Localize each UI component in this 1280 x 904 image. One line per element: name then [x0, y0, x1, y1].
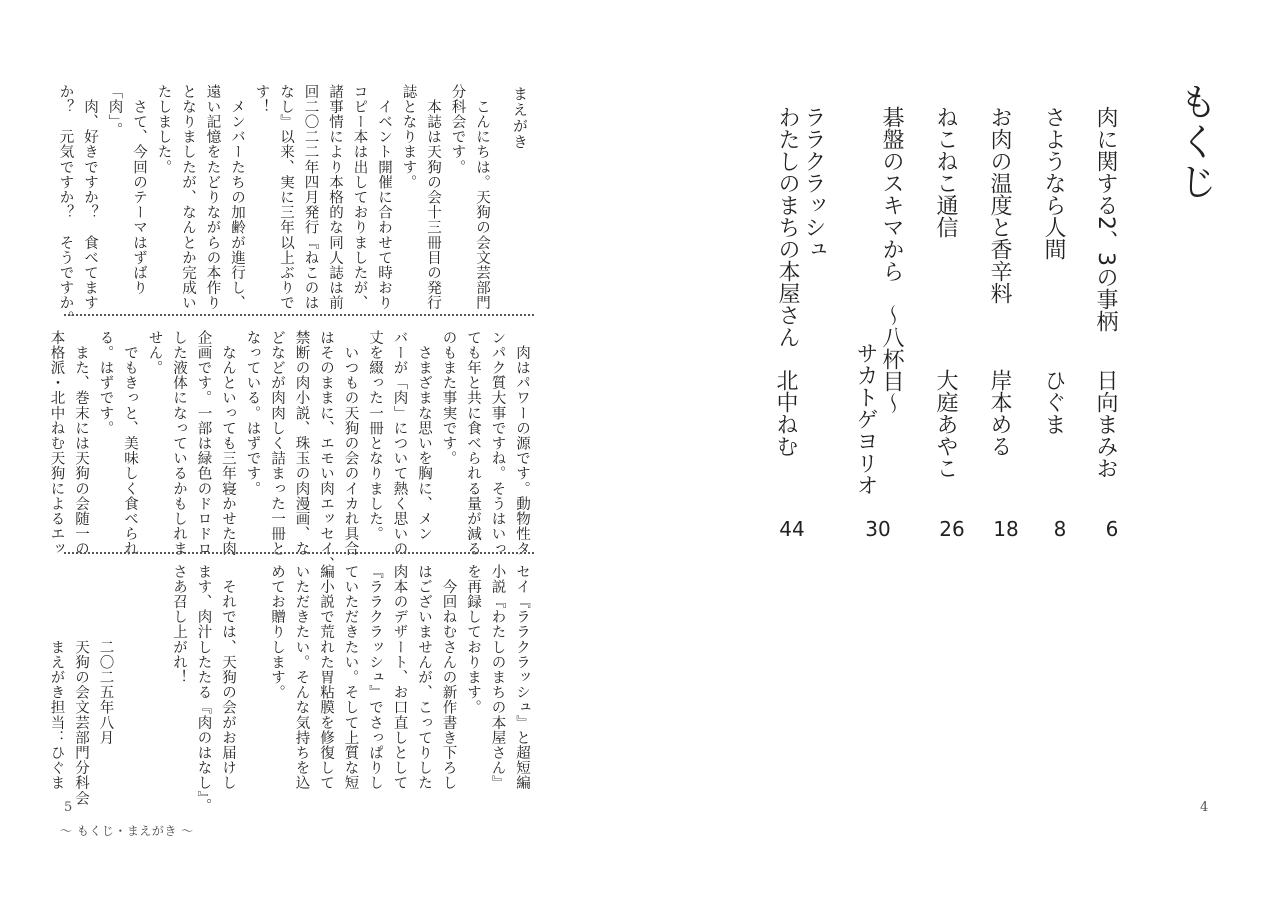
toc-entry: [1040, 106, 1076, 546]
toc-work-title: さようなら人間: [1041, 106, 1066, 260]
toc-page-number: 44: [779, 517, 805, 541]
toc-page-number: 26: [939, 517, 965, 541]
toc-work-title: 碁盤のスキマから ～八杯目～: [879, 106, 904, 414]
toc-page-number: 18: [993, 517, 1019, 541]
page-number-left: 5: [64, 800, 73, 815]
preface-title: まえがき: [511, 86, 529, 150]
preface-band-top: [57, 84, 534, 326]
toc-author: 日向まみお: [1093, 369, 1118, 479]
toc-work-title: 肉に関する2、3の事柄: [1093, 106, 1118, 332]
toc-entry: [852, 106, 904, 546]
preface-text: 肉はパワーの源です。動物性タ ンパク質大事ですね。そうはいっ ても年と共に食べられる量が減る のもまた事実です。 さまざまな思いを胸に、メン バーが「肉」について熱く思いの 丈を綴った一冊となりました。 いつもの天狗の会のイカれ具合 はそのままに、エモい肉エッセイ、 禁断の肉小説、珠玉の肉漫画、な どなどが肉肉しく詰まった一冊と なっている。はずです。 なんといっても三年寝かせた肉 企画です。一部は緑色のドロドロ した液体になっているかもしれま せん。 でもきっと、美味しく食べられ る。はずです。 また、巻末には天狗の会随一の 本格派・北中ねむ天狗によるエッ: [48, 330, 530, 572]
toc-work-title: ねこねこ通信: [933, 106, 958, 238]
toc-author: サカトゲヨリオ: [853, 342, 878, 496]
toc-title: もくじ: [1173, 82, 1217, 202]
preface-text: こんにちは。天狗の会文芸部門 分科会です。 本誌は天狗の会十三冊目の発行 誌となります。 イベント開催に合わせて時おり コピー本は出しておりましたが、 諸事情により本格的な同人誌は前 回二〇二二年四月発行『ねこのは なし』以来、実に三年以上ぶりで す！ メンバーたちの加齢が進行し、 遠い記憶をたどりながらの本作り となりましたが、なんとか完成い たしました。 さて、今回のテーマはずばり 「肉」。 肉、好きですか？ 食べてます か？ 元気ですか？ そうですか。: [57, 84, 490, 326]
preface-text: セイ『ララクラッシュ』と超短編 小説『わたしのまちの本屋さん』 を再録しております。 今回ねむさんの新作書き下ろし はございませんが、こってりした 肉本のデザート、お口直しとして 『ララクラッシュ』でさっぱりし ていただきたい。そして上質な短 編小説で荒れた胃粘膜を修復して いただきたい。そんな気持ちを込 めてお贈りします。 それでは、天狗の会がお届けし ます、肉汁したたる『肉のはなし』。 さあ召し上がれ！ 二〇二五年八月 天狗の会文芸部門分科会 まえがき担当：ひぐま: [48, 564, 530, 814]
toc-work-title: ララクラッシュ: [801, 106, 826, 260]
page-number-right: 4: [1200, 800, 1209, 815]
toc-entry: [1092, 106, 1128, 546]
toc-entry: [772, 106, 826, 546]
dotted-divider: [64, 314, 534, 316]
toc-entry: [986, 106, 1022, 546]
toc-author: 北中ねむ: [773, 369, 798, 457]
toc-author: ひぐま: [1041, 369, 1066, 435]
toc-work-title: お肉の温度と香辛料: [987, 106, 1012, 304]
toc-work-title-line2: わたしのまちの本屋さん: [775, 106, 800, 348]
toc-page-number: 6: [1105, 517, 1119, 541]
dotted-divider: [64, 552, 534, 554]
toc-entry: [932, 106, 968, 546]
toc-author: 岸本める: [987, 369, 1012, 457]
preface-band-bottom: [48, 564, 534, 814]
toc-page-number: 8: [1053, 517, 1067, 541]
section-footer: ～ もくじ・まえがき ～: [60, 824, 194, 838]
toc-page-number: 30: [865, 517, 891, 541]
preface-band-middle: [48, 330, 534, 572]
toc-author: 大庭あやこ: [933, 369, 958, 479]
